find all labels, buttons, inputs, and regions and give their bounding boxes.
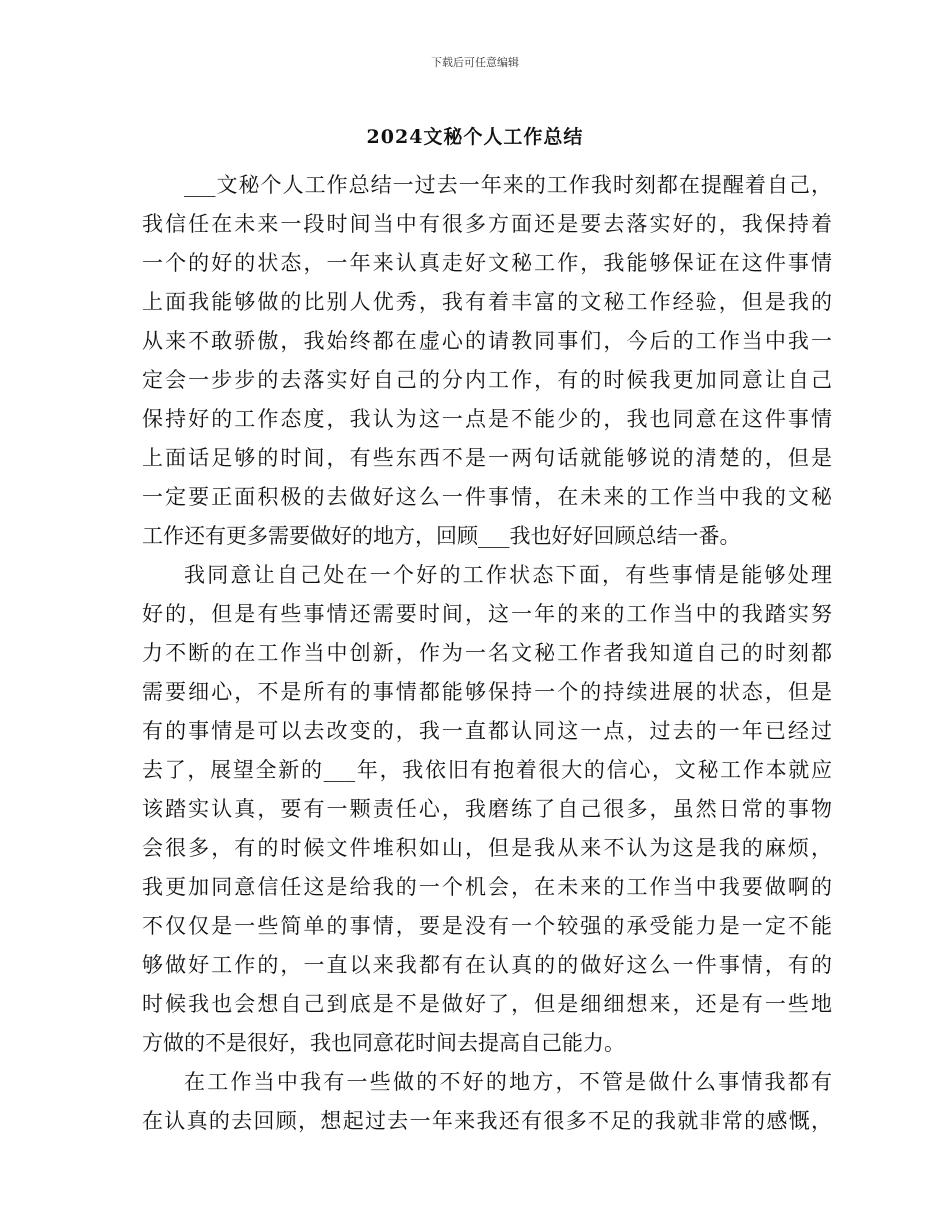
paragraph-line: 工作还有更多需要做好的地方，回顾___我也好好回顾总结一番。: [142, 524, 741, 548]
paragraph-line: 保持好的工作态度，我认为这一点是不能少的，我也同意在这件事情: [142, 407, 832, 431]
paragraph-line: 有的事情是可以去改变的，我一直都认同这一点，过去的一年已经过: [142, 719, 832, 743]
paragraph-line: 不仅仅是一些简单的事情，要是没有一个较强的承受能力是一定不能: [142, 914, 832, 938]
paragraph-line: 时候我也会想自己到底是不是做好了，但是细细想来，还是有一些地: [142, 992, 832, 1016]
document-body: [142, 166, 832, 1141]
paragraph-line: 我信任在未来一段时间当中有很多方面还是要去落实好的，我保持着: [142, 212, 832, 236]
paragraph-line: 需要细心，不是所有的事情都能够保持一个的持续进展的状态，但是: [142, 680, 832, 704]
document-title: 2024文秘个人工作总结: [366, 126, 584, 148]
paragraph-line: 该踏实认真，要有一颗责任心，我磨练了自己很多，虽然日常的事物: [142, 797, 832, 821]
paragraph-line: 会很多，有的时候文件堆积如山，但是我从来不认为这是我的麻烦，: [142, 836, 832, 860]
paragraph-line: 定会一步步的去落实好自己的分内工作，有的时候我更加同意让自己: [142, 368, 832, 392]
paragraph-line: 在工作当中我有一些做的不好的地方，不管是做什么事情我都有: [184, 1070, 832, 1094]
paragraph-line: 上面话足够的时间，有些东西不是一两句话就能够说的清楚的，但是: [142, 446, 832, 470]
paragraph-line: 一个的好的状态，一年来认真走好文秘工作，我能够保证在这件事情: [142, 251, 832, 275]
paragraph-line: 我同意让自己处在一个好的工作状态下面，有些事情是能够处理: [184, 563, 832, 587]
paragraph-line: 在认真的去回顾，想起过去一年来我还有很多不足的我就非常的感慨，: [142, 1109, 832, 1133]
paragraph-line: ___文秘个人工作总结一过去一年来的工作我时刻都在提醒着自己，: [184, 173, 832, 197]
paragraph-line: 力不断的在工作当中创新，作为一名文秘工作者我知道自己的时刻都: [142, 641, 832, 665]
paragraph-line: 去了，展望全新的___年，我依旧有抱着很大的信心，文秘工作本就应: [142, 758, 832, 782]
paragraph-line: 我更加同意信任这是给我的一个机会，在未来的工作当中我要做啊的: [142, 875, 832, 899]
paragraph-line: 一定要正面积极的去做好这么一件事情，在未来的工作当中我的文秘: [142, 485, 832, 509]
paragraph-line: 方做的不是很好，我也同意花时间去提高自己能力。: [142, 1031, 625, 1055]
paragraph-line: 好的，但是有些事情还需要时间，这一年的来的工作当中的我踏实努: [142, 602, 832, 626]
page-header-note: 下载后可任意编辑: [431, 56, 519, 69]
paragraph-line: 上面我能够做的比别人优秀，我有着丰富的文秘工作经验，但是我的: [142, 290, 832, 314]
paragraph-line: 够做好工作的，一直以来我都有在认真的的做好这么一件事情，有的: [142, 953, 832, 977]
paragraph-line: 从来不敢骄傲，我始终都在虚心的请教同事们，今后的工作当中我一: [142, 329, 832, 353]
